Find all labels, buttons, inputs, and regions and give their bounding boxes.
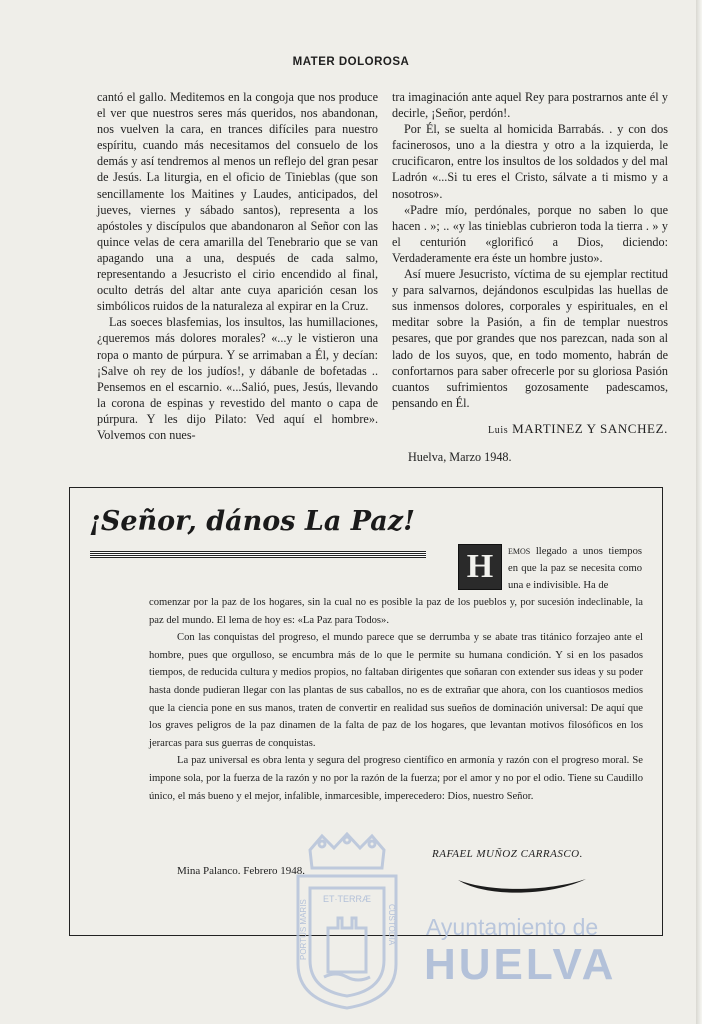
watermark-line1: Ayuntamiento de xyxy=(426,914,599,940)
article-author xyxy=(392,421,668,439)
crest-right-text: CUSTODIA xyxy=(387,904,396,946)
box-place-date: Mina Palanco. Febrero 1948. xyxy=(177,865,305,877)
article-left-column xyxy=(97,89,378,443)
article-paragraph: cantó el gallo. Meditemos en la congoja que nos produce el ver que nuestros seres más queridos, nos abandonan, nos vuelven la cara, en trances difíciles para nuestro espíritu, cuando más necesitamos del consuelo de los demás y así tendremos al menos un reflejo del gran pesar de Jesús. La liturgia, en el oficio de Tinieblas (que son sencillamente los Maitines y Laudes, anticipados, del jueves, viernes y sábado santos), representa a los apóstoles y discípulos que abandonaron al Señor con las quince velas de cera amarilla del Tenebrario que se van apagando una a una, después de cada salmo, representando a Jesucristo el cirio encendido al final, oculto detrás del altar ante cuya aparición cesan los simbólicos ruidos de la naturaleza al expirar en la Cruz. xyxy=(97,90,378,314)
box-body xyxy=(149,594,643,805)
decorative-swash xyxy=(456,876,588,898)
article-paragraph: Las soeces blasfemias, los insultos, las humillaciones, ¿queremos más dolores morales? «...y le vistieron una ropa o manto de púrpura. Y se arrimaban a Él, y decían: ¡Salve oh rey de los judíos!, y dábanle de bofetadas .. Pensemos en el escarnio. «...Salió, pues, Jesús, llevando la corona de espinas y revestido del manto o capa de púrpura. Y les dijo Pilato: Ved aquí el hombre». Volvemos con nues- xyxy=(97,315,378,442)
article-paragraph: tra imaginación ante aquel Rey para postrarnos ante él y decirle, ¡Señor, perdón!. xyxy=(392,90,668,121)
page-edge xyxy=(696,0,702,1024)
box-signature: RAFAEL MUÑOZ CARRASCO. xyxy=(432,848,583,860)
article-paragraph: Por Él, se suelta al homicida Barrabás. . y con dos facinerosos, uno a la diestra y otro a la izquierda, le crucificaron, entre los insultos de los soldados y del mal Ladrón «...Si tu eres el Cristo, sálvate a ti mismo y a nosotros». xyxy=(392,122,668,201)
article-paragraph: «Padre mío, perdónales, porque no saben lo que hacen . »; .. «y las tinieblas cubrieron toda la tierra . » y el centurión «glorificó a Dios, diciendo: Verdaderamente era éste un hombre justo». xyxy=(392,202,668,265)
drop-cap: H xyxy=(458,544,502,590)
box-paragraph: La paz universal es obra lenta y segura del progreso científico en armonía y razón con el progreso moral. Se impone sola, por la fuerza de la razón y no por la razón de la fuerza; por el amor y no por el odio. Tiene su Caudillo único, el más bueno y el mejor, infalible, inmarcesible, imperecedero: Dios, nuestro Señor. xyxy=(149,755,643,802)
city-crest-watermark xyxy=(288,832,406,1010)
first-lines-text: llegado a unos tiempos en que la paz se necesita como una e indivisible. Ha de xyxy=(508,546,642,592)
author-surname: MARTINEZ Y SANCHEZ. xyxy=(512,420,668,436)
crest-left-text: PORTUS MARIS xyxy=(299,899,308,960)
box-title: ¡Señor, dános La Paz! xyxy=(89,506,415,537)
box-paragraph: comenzar por la paz de los hogares, sin la cual no es posible la paz de los pueblos y, por sucesión indeclinable, la paz del mundo. El lema de hoy es: «La Paz para Todos». xyxy=(149,597,643,626)
author-first-name: Luis xyxy=(488,424,509,436)
crest-band-text: ET·TERRÆ xyxy=(323,894,371,904)
box-paragraph: Con las conquistas del progreso, el mundo parece que se derrumba y se abate tras titánico forzajeo ante el hombre, pues que orgulloso, se encumbra más de lo que le permite su humana condición. Y si en los pasados tiempos, de reducida cultura y medios propios, no faltaban dirigentes que soñaran con extender sus ideas y su poder hasta donde pudieran llegar con las plantas de sus caballos, no es de extrañar que ahora, con los cuantiosos medios que la ciencia pone en sus manos, traten de convertir en realidad sus sueños de dominación universal: De aquí que los graves peligros de la paz dinamen de la falta de paz de los hogares, que levantan motivos filosóficos en los jerarcas para sus guerras de conquistas. xyxy=(149,632,643,749)
article-place-date: Huelva, Marzo 1948. xyxy=(408,449,512,464)
watermark-line2: HUELVA xyxy=(424,940,617,989)
article-right-column xyxy=(392,89,668,465)
box-first-lines xyxy=(508,543,642,594)
page-header: MATER DOLOROSA xyxy=(292,56,410,68)
article-paragraph: Así muere Jesucristo, víctima de su ejemplar rectitud y para salvarnos, dejándonos esculpidas las huellas de sus inmensos dolores, corporales y espirituales, en el meditar sobre la Pasión, a fin de templar nuestros pesares, que por grandes que nos parezcan, nada son al lado de los suyos, que, en todo momento, habrán de confortarnos para saber ofrecerle por su gloriosa Pasión cuantos sufrimientos gozosamente padescamos, pensando en Él. xyxy=(392,267,668,410)
first-word-small-caps: EMOS xyxy=(508,547,531,556)
title-underline-bar xyxy=(90,551,426,558)
